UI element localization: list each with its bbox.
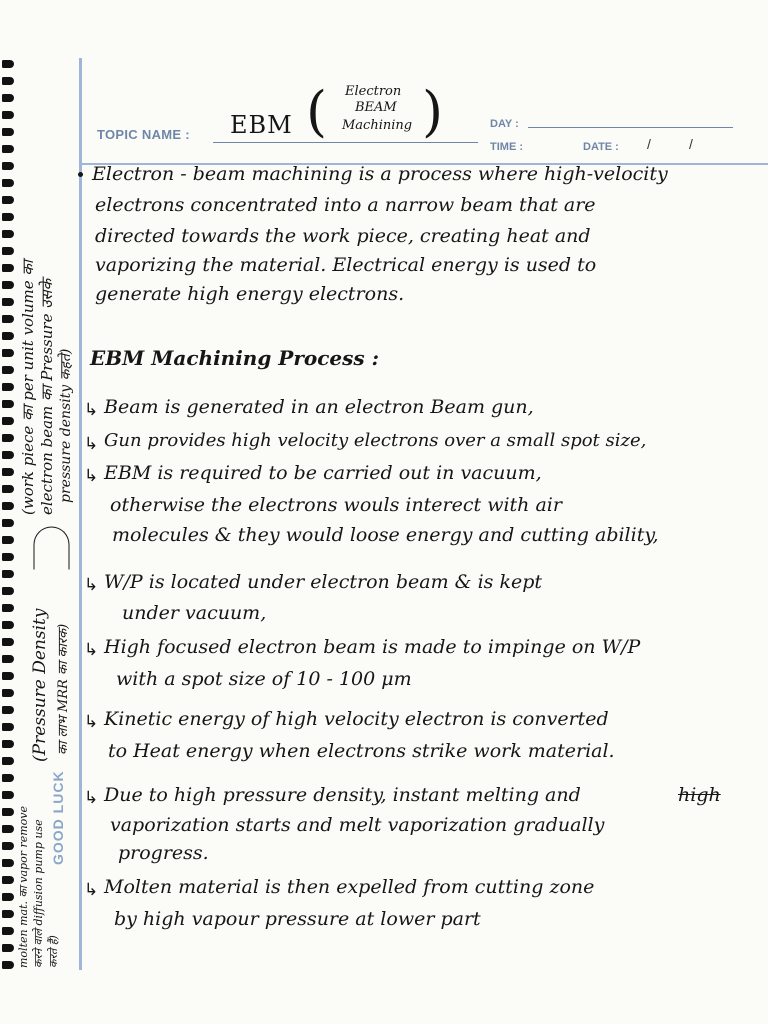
bullet-line: Due to high pressure density, instant melting and <box>104 784 581 806</box>
spiral-ring <box>2 621 14 629</box>
bullet-arrow-icon: ↳ <box>84 712 99 732</box>
bullet-arrow-icon: ↳ <box>84 640 99 660</box>
side-note-line: करते हैं) <box>47 935 60 968</box>
side-note-line: molten mat. का vapor remove <box>17 805 30 968</box>
spiral-ring <box>2 570 14 578</box>
topic-paren-open: ( <box>306 80 328 143</box>
intro-line: directed towards the work piece, creating heat and <box>95 225 591 247</box>
bullet-line: molecules & they would loose energy and cutting ability, <box>112 524 659 546</box>
side-note-line: करने वाले diffusion pump use <box>32 819 45 968</box>
intro-line: generate high energy electrons. <box>95 283 405 305</box>
spiral-binding <box>0 60 16 980</box>
time-label: TIME : <box>490 141 523 153</box>
bullet-line: High focused electron beam is made to impinge on W/P <box>104 636 641 658</box>
spiral-ring <box>2 961 14 969</box>
spiral-ring <box>2 808 14 816</box>
struck-word: high <box>678 784 721 806</box>
spiral-ring <box>2 655 14 663</box>
bullet-line: Gun provides high velocity electrons over a small spot size, <box>104 430 647 451</box>
spiral-ring <box>2 706 14 714</box>
spiral-ring <box>2 757 14 765</box>
topic-label: TOPIC NAME : <box>97 127 190 142</box>
date-slash: / <box>689 136 693 152</box>
spiral-ring <box>2 910 14 918</box>
margin-line <box>79 58 82 970</box>
bullet-arrow-icon: ↳ <box>84 575 99 595</box>
spiral-ring <box>2 519 14 527</box>
spiral-ring <box>2 281 14 289</box>
spiral-ring <box>2 485 14 493</box>
spiral-ring <box>2 366 14 374</box>
spiral-ring <box>2 587 14 595</box>
bullet-line: with a spot size of 10 - 100 μm <box>116 668 412 690</box>
spiral-ring <box>2 876 14 884</box>
intro-line: electrons concentrated into a narrow beam that are <box>95 194 596 216</box>
spiral-ring <box>2 689 14 697</box>
bullet-arrow-icon: ↳ <box>84 400 99 420</box>
spiral-ring <box>2 859 14 867</box>
bullet-line: Molten material is then expelled from cutting zone <box>104 876 595 898</box>
side-note-line: (work piece का per unit volume का <box>19 260 37 515</box>
bullet-line: under vacuum, <box>122 602 267 624</box>
spiral-ring <box>2 740 14 748</box>
topic-value: EBM <box>230 111 293 139</box>
bullet-line: progress. <box>118 842 209 864</box>
spiral-ring <box>2 434 14 442</box>
bullet-line: Beam is generated in an electron Beam gun, <box>104 396 534 418</box>
topic-sub-line: BEAM <box>355 100 397 115</box>
spiral-ring <box>2 230 14 238</box>
section-heading: EBM Machining Process : <box>90 346 379 370</box>
topic-sub-line: Machining <box>342 118 413 133</box>
bullet-line: EBM is required to be carried out in vacuum, <box>104 462 542 484</box>
day-label: DAY : <box>490 118 519 130</box>
intro-line: Electron - beam machining is a process where high-velocity <box>92 163 668 185</box>
spiral-ring <box>2 604 14 612</box>
day-line <box>528 127 733 128</box>
side-bracket <box>34 527 70 570</box>
spiral-ring <box>2 332 14 340</box>
spiral-ring <box>2 468 14 476</box>
side-note-line: का लाभ MRR का कारक) <box>56 623 71 755</box>
spiral-ring <box>2 893 14 901</box>
spiral-ring <box>2 825 14 833</box>
spiral-ring <box>2 791 14 799</box>
spiral-ring <box>2 553 14 561</box>
side-note-line: electron beam का Pressure उसके <box>38 278 56 515</box>
spiral-ring <box>2 315 14 323</box>
date-slash: / <box>647 136 651 152</box>
spiral-ring <box>2 349 14 357</box>
spiral-ring <box>2 417 14 425</box>
spiral-ring <box>2 145 14 153</box>
side-note-line: (Pressure Density <box>30 608 50 762</box>
intro-line: vaporizing the material. Electrical energy is used to <box>95 254 597 276</box>
bullet-line: vaporization starts and melt vaporization gradually <box>110 814 605 836</box>
bullet-line: Kinetic energy of high velocity electron is converted <box>104 708 609 730</box>
spiral-ring <box>2 723 14 731</box>
spiral-ring <box>2 128 14 136</box>
spiral-ring <box>2 60 14 68</box>
spiral-ring <box>2 247 14 255</box>
bullet-line: W/P is located under electron beam & is kept <box>104 571 542 593</box>
spiral-ring <box>2 400 14 408</box>
spiral-ring <box>2 502 14 510</box>
spiral-ring <box>2 94 14 102</box>
side-note-line: pressure density कहते) <box>58 348 74 503</box>
good-luck-stamp: GOOD LUCK <box>50 770 66 865</box>
spiral-ring <box>2 774 14 782</box>
spiral-ring <box>2 213 14 221</box>
spiral-ring <box>2 298 14 306</box>
spiral-ring <box>2 264 14 272</box>
spiral-ring <box>2 451 14 459</box>
bullet-line: by high vapour pressure at lower part <box>114 908 481 930</box>
bullet-arrow-icon: ↳ <box>84 788 99 808</box>
spiral-ring <box>2 638 14 646</box>
topic-paren-close: ) <box>422 80 444 143</box>
spiral-ring <box>2 842 14 850</box>
spiral-ring <box>2 944 14 952</box>
spiral-ring <box>2 77 14 85</box>
date-label: DATE : <box>583 141 619 153</box>
bullet-line: otherwise the electrons wouls interect with air <box>110 494 562 516</box>
bullet-line: to Heat energy when electrons strike work material. <box>108 740 615 762</box>
spiral-ring <box>2 162 14 170</box>
spiral-ring <box>2 927 14 935</box>
bullet-arrow-icon: ↳ <box>84 880 99 900</box>
spiral-ring <box>2 383 14 391</box>
spiral-ring <box>2 111 14 119</box>
spiral-ring <box>2 179 14 187</box>
bullet-arrow-icon: ↳ <box>84 434 99 454</box>
spiral-ring <box>2 672 14 680</box>
spiral-ring <box>2 196 14 204</box>
bullet-arrow-icon: ↳ <box>84 466 99 486</box>
spiral-ring <box>2 536 14 544</box>
bullet-dot-icon <box>78 172 83 177</box>
topic-sub-line: Electron <box>345 84 402 99</box>
